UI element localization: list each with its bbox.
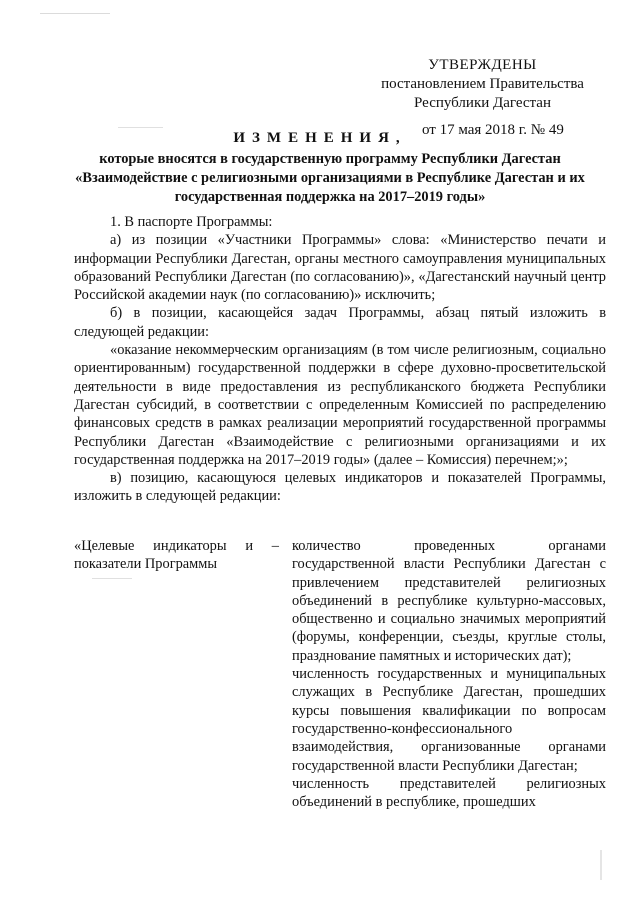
- paragraph-5: в) позицию, касающуюся целевых индикаторов и показателей Программы, изложить в следующей редакции:: [74, 470, 606, 505]
- indicator-item: численность представителей религиозных объединений в республике, прошедших: [292, 775, 606, 811]
- scan-speck: [40, 13, 110, 14]
- scan-speck: [600, 850, 602, 880]
- indicator-item: количество проведенных органами государственной власти Республики Дагестан с привлечением представителей религиозных объединений в республике культурно-массовых, общественно и социально значимых мероприятий (форумы, конференции, съезды, круглые столы, празднование памятных и исторических дат);: [292, 538, 606, 664]
- approval-heading: УТВЕРЖДЕНЫ: [428, 57, 537, 73]
- scan-speck: [118, 127, 163, 128]
- approval-date: от 17 мая 2018 г. № 49: [422, 122, 564, 138]
- document-title: ИЗМЕНЕНИЯ,: [233, 130, 407, 146]
- indicator-item: численность государственных и муниципальных служащих в Республике Дагестан, прошедших курсы повышения квалификации по вопросам государственно-конфессионального взаимодействия, организованные органами государственной власти Республики Дагестан;: [292, 666, 606, 774]
- table-left-line-1: «Целевые индикаторы и –: [74, 538, 279, 554]
- table-right-cell: [292, 537, 606, 811]
- approval-line-2: Республики Дагестан: [414, 95, 551, 111]
- paragraph-2: а) из позиции «Участники Программы» слова: «Министерство печати и информации Республики Дагестан, органы местного самоуправления муниципальных образований Республики Дагестан (по согласованию)», «Дагестанский научный центр Российской академии наук (по согласованию)» исключить;: [74, 232, 606, 304]
- document-body: [74, 213, 606, 506]
- approval-stamp: [360, 56, 605, 140]
- document-subtitle: которые вносятся в государственную программу Республики Дагестан «Взаимодействие с религиозными организациями в Республике Дагестан и их государственная поддержка на 2017–2019 годы»: [75, 151, 585, 205]
- paragraph-4: «оказание некоммерческим организациям (в том числе религиозным, социально ориентированным) государственной поддержки в сфере духовно-просветительской деятельности в виде предоставления из республиканского бюджета Республики Дагестан субсидий, в соответствии с определенным Комиссией по распределению финансовых средств в рамках реализации мероприятий государственной программы Республики Дагестан «Взаимодействие с религиозными организациями и их государственная поддержка на 2017–2019 годы» (далее – Комиссия) перечнем;»;: [74, 342, 606, 468]
- paragraph-3: б) в позиции, касающейся задач Программы, абзац пятый изложить в следующей редакции:: [74, 305, 606, 340]
- approval-line-1: постановлением Правительства: [381, 76, 584, 92]
- paragraph-1: 1. В паспорте Программы:: [110, 214, 273, 230]
- table-left-cell: [74, 537, 279, 574]
- table-left-line-2: показатели Программы: [74, 556, 218, 573]
- scan-speck: [92, 578, 132, 579]
